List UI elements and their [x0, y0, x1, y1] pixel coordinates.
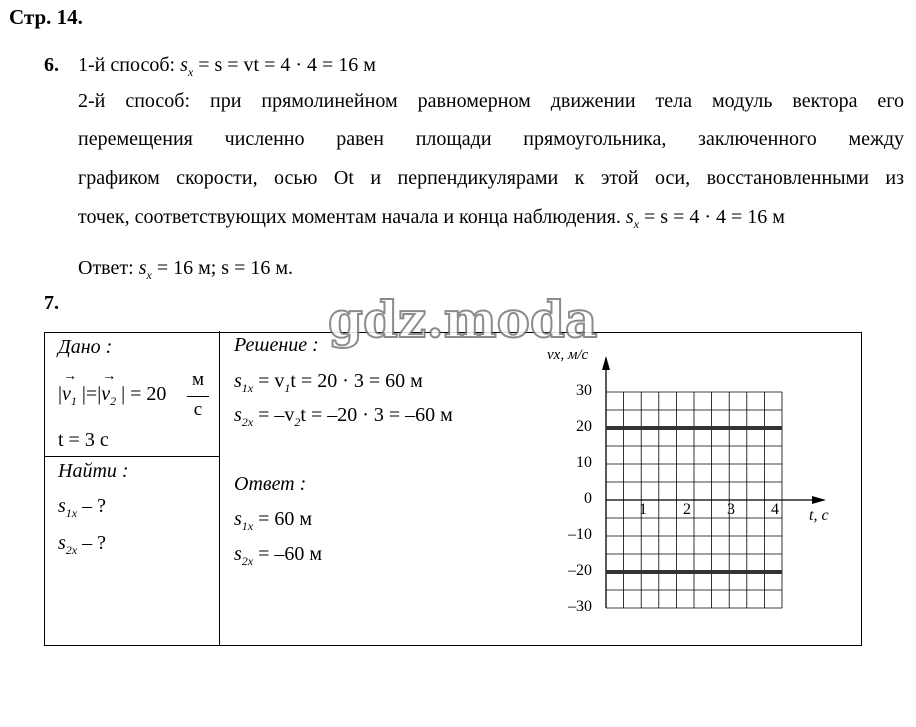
task6-way2-line1: 2-й способ: при прямолинейном равномерном движении тела модуль вектора его [78, 90, 904, 112]
given-time: t = 3 с [58, 429, 109, 451]
velocity-chart [520, 340, 860, 630]
solution-line1-a: = v [258, 370, 285, 392]
task6-number: 6. [44, 54, 59, 76]
y-tick-label: –10 [568, 526, 592, 543]
y-axis-arrow [602, 356, 610, 370]
solution-line2-a: = –v [258, 404, 295, 426]
task7-number: 7. [44, 292, 59, 314]
y-tick-label: –20 [568, 562, 592, 579]
table-divider-vertical [219, 331, 220, 646]
unit-numerator: м [191, 369, 205, 390]
find-label: Найти : [58, 460, 129, 482]
answer-s2: $s_{2x} = -60$ м [234, 543, 323, 568]
y-tick-label: –30 [568, 598, 592, 615]
task6-way1-label: 1-й способ: [78, 54, 176, 76]
task6-way1: 1-й способ: $s_x = s$ = vt = 4 · 4 = 16 м [78, 54, 376, 79]
y-tick-label: 10 [576, 454, 592, 471]
find-s2: $s_{2x}$ – ? [58, 532, 107, 557]
task6-way2-line4: точек, соответствующих моментам начала и конца наблюдения. $s_x = s = 4 \cdot 4 = 16$ м [78, 206, 785, 231]
y-tick-label: 20 [576, 418, 592, 435]
chart-ylabel: vx, м/с [547, 347, 589, 363]
x-tick-label: 3 [727, 501, 735, 518]
y-tick-label: 0 [584, 490, 592, 507]
fraction-bar [187, 396, 209, 397]
task6-way2-line4-text: точек, соответствующих моментам начала и конца наблюдения. [78, 206, 621, 228]
x-tick-label: 1 [639, 501, 647, 518]
task6-way1-formula: = s = vt = 4 · 4 = 16 м [198, 54, 376, 76]
given-velocity-value: | = 20 [121, 383, 167, 405]
x-tick-label: 2 [683, 501, 691, 518]
find-s2-text: – ? [82, 532, 107, 554]
y-tick-label: 30 [576, 382, 592, 399]
x-tick-label: 4 [771, 501, 779, 518]
answer-s1: $s_{1x} = 60$ м [234, 508, 313, 533]
task6-answer-label: Ответ: [78, 257, 134, 279]
answer-label: Ответ : [234, 473, 307, 495]
solution-line2-b: t = –20 · 3 = –60 м [300, 404, 453, 426]
solution-line1: $s_{1x} = v_1t = 20 \cdot 3 = 60$ м [234, 370, 423, 395]
task6-answer: Ответ: $s_x = 16$ м; s = 16 м. [78, 257, 294, 282]
given-velocity: | → $v_1$ |=| → $v_2$ | = 20 [58, 369, 167, 408]
unit-denominator: с [193, 399, 203, 420]
task6-answer-text: = 16 м; s = 16 м. [156, 257, 294, 279]
x-axis-arrow [812, 496, 826, 504]
task6-way2-line2: перемещения численно равен площади прямоугольника, заключенного между [78, 128, 904, 150]
solution-line2: $s_{2x} = -v_2t = -20 \cdot 3 = -60$ м [234, 404, 453, 429]
task6-way2-line3: графиком скорости, осью Ot и перпендикулярами к этой оси, восстановленными из [78, 167, 904, 189]
page-title: Стр. 14. [9, 5, 83, 29]
find-s1: $s_{1x}$ – ? [58, 495, 107, 520]
answer-s2-text: = –60 м [258, 543, 323, 565]
solution-label: Решение : [234, 334, 319, 356]
watermark: gdz.moda [328, 290, 598, 349]
find-s1-text: – ? [82, 495, 107, 517]
chart-xlabel: t, с [809, 507, 829, 524]
table-divider-horizontal [44, 456, 220, 457]
answer-s1-text: = 60 м [258, 508, 313, 530]
task6-way2-formula: = s = 4 · 4 = 16 м [644, 206, 785, 228]
solution-line1-b: t = 20 · 3 = 60 м [290, 370, 423, 392]
given-label: Дано : [58, 336, 113, 358]
